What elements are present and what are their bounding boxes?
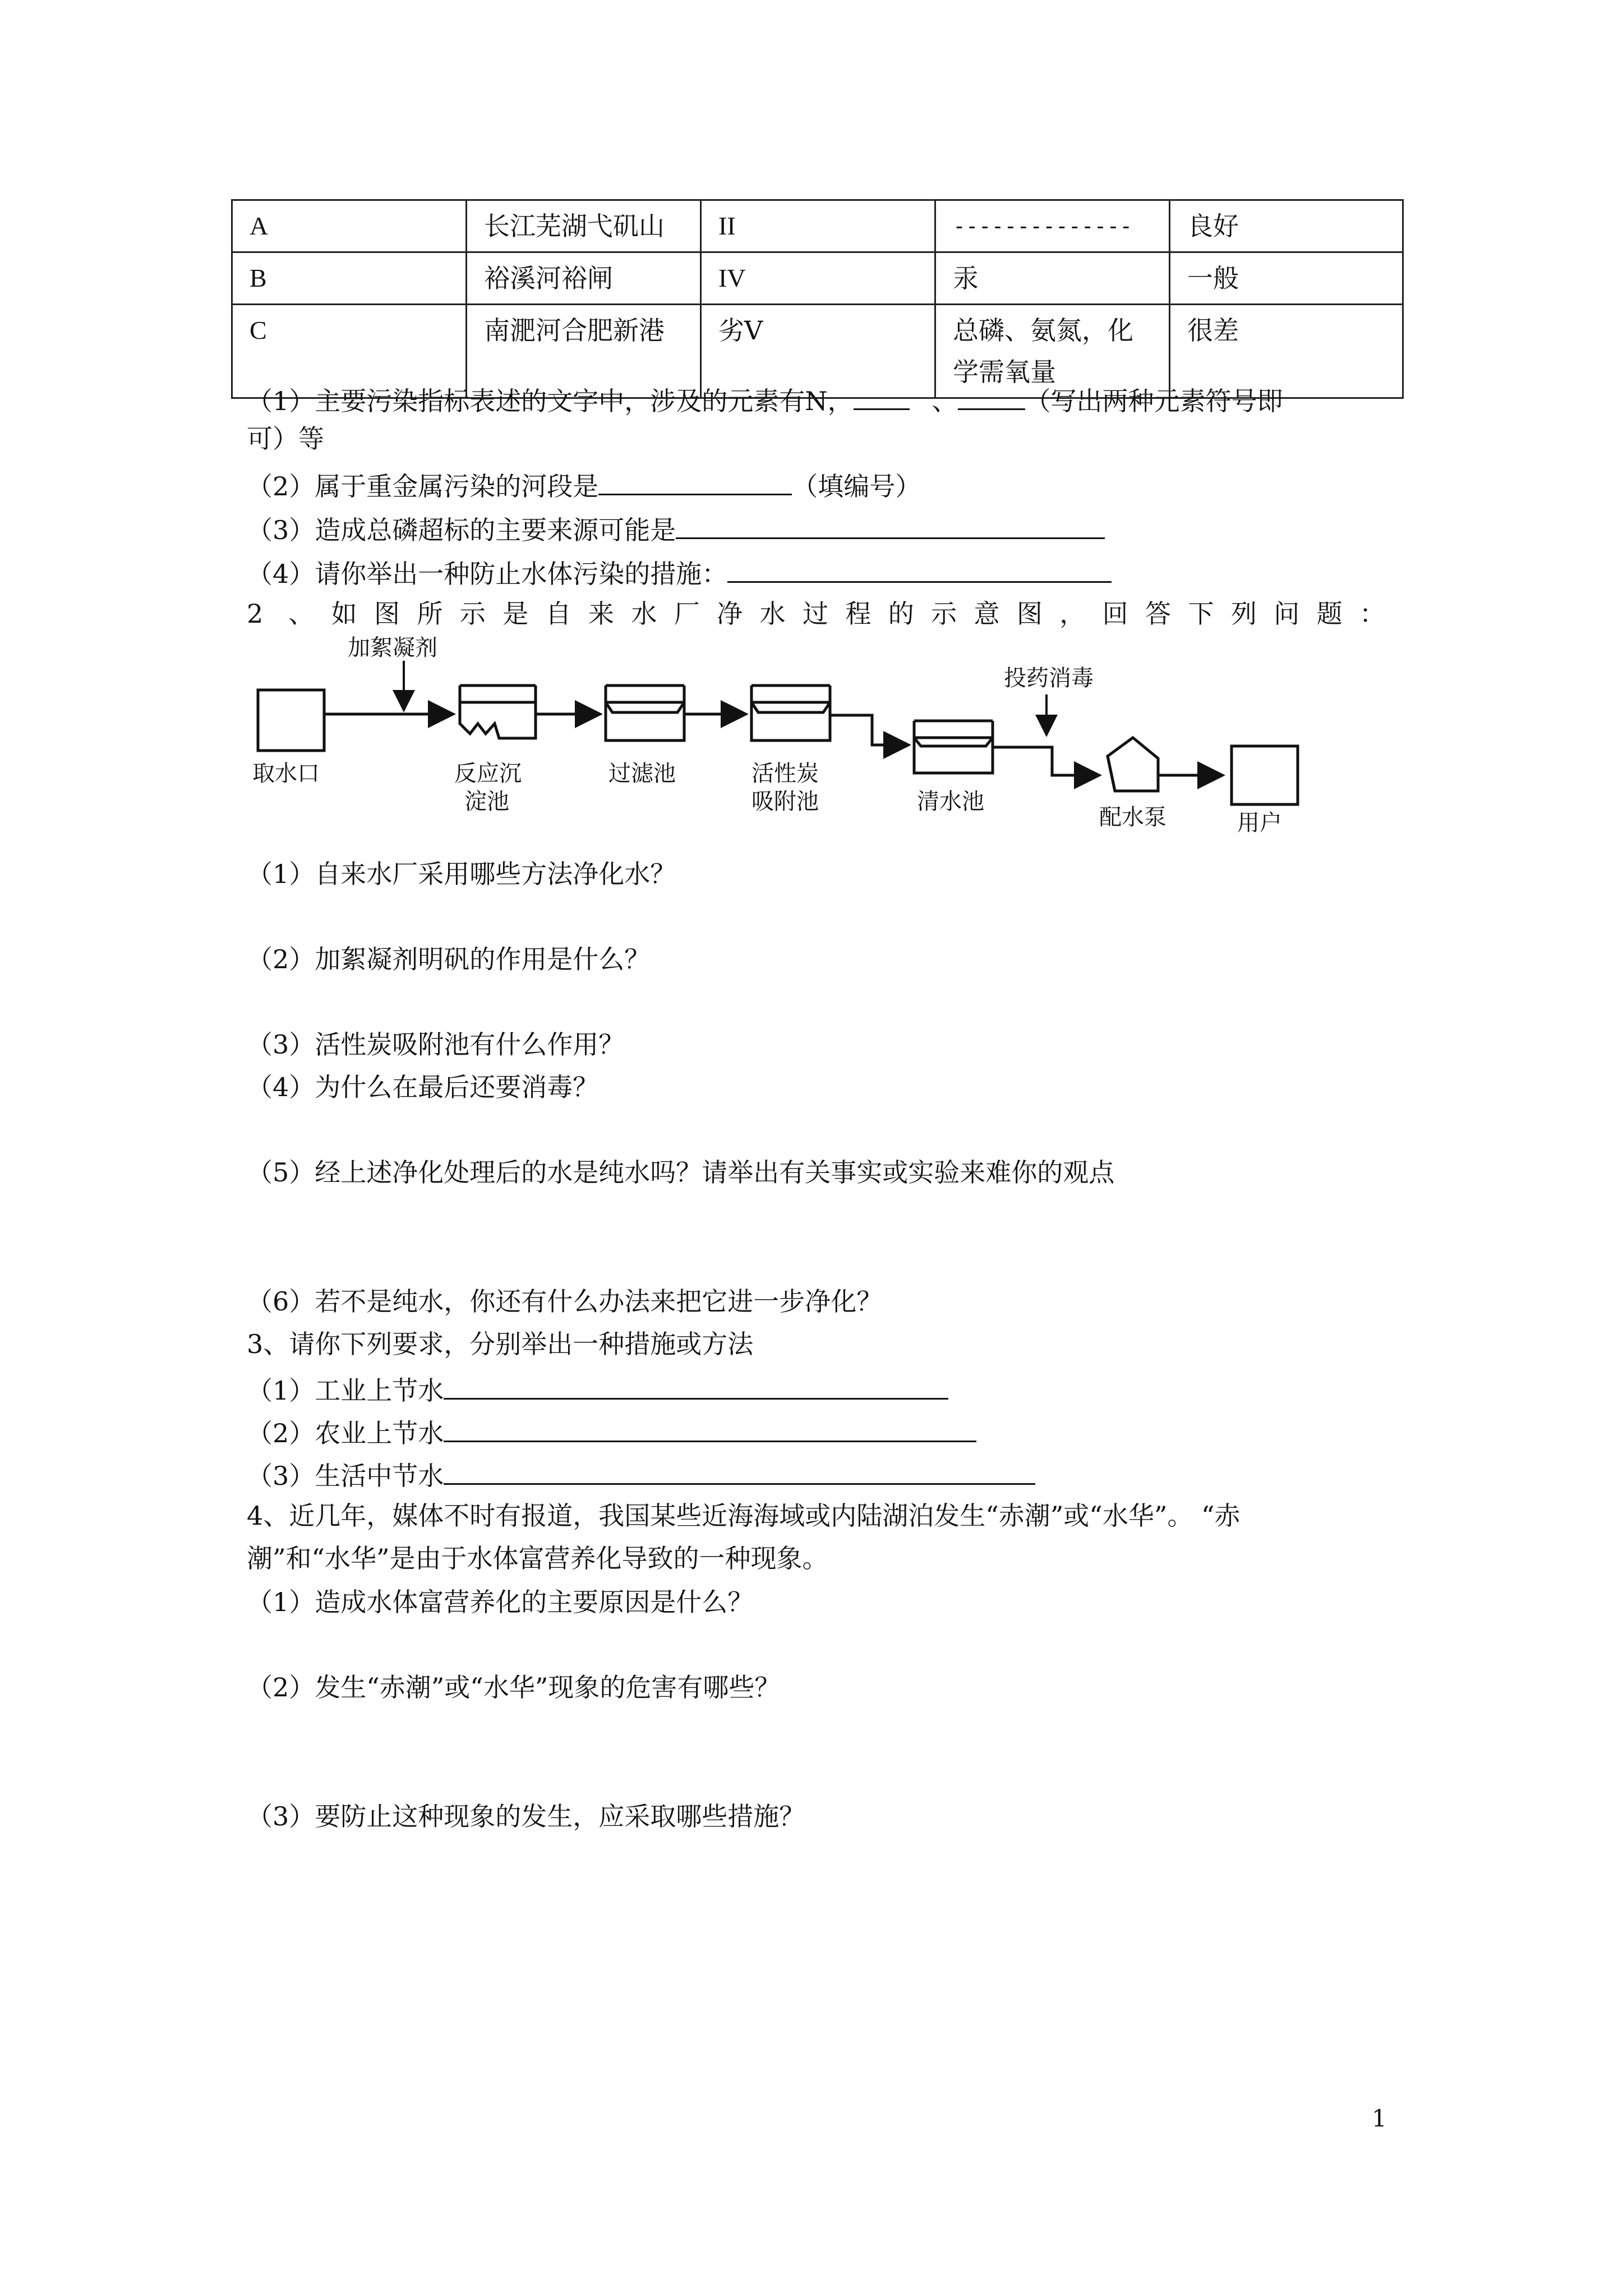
q1-sub1-cont: 可）等	[247, 424, 324, 454]
table-cell-quality: 一般	[1170, 252, 1403, 305]
label-clear: 清水池	[917, 789, 984, 815]
label-pump: 配水泵	[1099, 804, 1166, 830]
q3-stem: 3、请你下列要求，分别举出一种措施或方法	[247, 1329, 754, 1359]
blank-industry-saving[interactable]	[444, 1371, 948, 1400]
table-cell-location: 南淝河合肥新港	[467, 305, 701, 398]
q2-stem: 2 、如图所示是自来水厂净水过程的示意图，回答下列问题：	[247, 599, 1385, 629]
pump-icon	[1108, 738, 1158, 791]
label-disinfect: 投药消毒	[1004, 665, 1094, 691]
blank-river-section[interactable]	[598, 467, 792, 495]
q4-sub3: （3）要防止这种现象的发生，应采取哪些措施？	[247, 1801, 805, 1832]
table-cell-class: 劣V	[701, 305, 935, 398]
carbon-tank-icon	[751, 685, 830, 740]
q2-sub3: （3）活性炭吸附池有什么作用？	[247, 1029, 625, 1060]
intake-box	[258, 690, 324, 751]
q2-sub2: （2）加絮凝剂明矾的作用是什么？	[247, 944, 651, 974]
blank-phosphorus-source[interactable]	[676, 510, 1105, 539]
table-cell-quality: 很差	[1170, 305, 1403, 398]
label-filter: 过滤池	[608, 761, 676, 786]
blank-agriculture-saving[interactable]	[444, 1414, 976, 1442]
user-box	[1232, 746, 1298, 804]
q1-sub2-hint: （填编号）	[792, 471, 921, 501]
q1-sub3-text: （3）造成总磷超标的主要来源可能是	[247, 515, 676, 545]
q3-sub3-text: （3）生活中节水	[247, 1461, 444, 1491]
table-cell-location: 裕溪河裕闸	[467, 252, 701, 305]
filter-tank-icon	[606, 685, 684, 740]
table-row	[232, 200, 1403, 252]
q4-stem-line2: 潮”和“水华”是由于水体富营养化导致的一种现象。	[247, 1543, 828, 1573]
q1-sub4-line	[247, 554, 1112, 591]
q1-sub4-text: （4）请你举出一种防止水体污染的措施：	[247, 559, 728, 589]
table-cell-id: A	[232, 200, 467, 252]
table-cell-id: B	[232, 252, 467, 305]
table-cell-class: IV	[701, 252, 935, 305]
q3-sub2-line	[247, 1414, 976, 1450]
q3-sub1-line	[247, 1371, 948, 1407]
q1-sub1-line	[247, 381, 1283, 418]
q1-sub2-line	[247, 467, 921, 503]
label-intake: 取水口	[252, 761, 320, 786]
q1-sub2-text: （2）属于重金属污染的河段是	[247, 471, 599, 501]
flow-arrow-5	[993, 747, 1099, 775]
q3-sub2-text: （2）农业上节水	[247, 1418, 444, 1448]
blank-daily-saving[interactable]	[444, 1456, 1035, 1485]
water-treatment-diagram	[236, 634, 1391, 847]
q1-sub1-text: （1）主要污染指标表述的文字中，涉及的元素有N，	[247, 386, 854, 416]
q1-sub1-hint: （写出两种元素符号即	[1025, 386, 1283, 416]
label-sediment-1: 反应沉	[454, 761, 522, 786]
q2-sub6: （6）若不是纯水，你还有什么办法来把它进一步净化？	[247, 1286, 883, 1317]
sedimentation-tank-icon	[460, 685, 536, 738]
table-cell-quality: 良好	[1170, 200, 1403, 252]
flow-arrow-4	[830, 715, 909, 745]
blank-prevention-measure[interactable]	[727, 554, 1112, 583]
label-carbon-1: 活性炭	[751, 761, 819, 786]
table-cell-indicator: 总磷、氨氮，化学需氧量	[935, 305, 1170, 398]
table-cell-id: C	[232, 305, 467, 398]
page-number: 1	[1372, 2105, 1387, 2132]
label-carbon-2: 吸附池	[751, 789, 819, 815]
q4-stem-line1: 4、近几年，媒体不时有报道，我国某些近海海域或内陆湖泊发生“赤潮”或“水华”。 “赤	[247, 1501, 1241, 1531]
q1-sub3-line	[247, 510, 1105, 547]
q2-sub5: （5）经上述净化处理后的水是纯水吗？请举出有关事实或实验来难你的观点	[247, 1157, 1115, 1188]
table-cell-indicator: --------------	[935, 200, 1170, 252]
label-user: 用户	[1237, 810, 1282, 836]
q2-sub4: （4）为什么在最后还要消毒？	[247, 1072, 599, 1102]
blank-element-2[interactable]	[958, 381, 1025, 410]
label-sediment-2: 淀池	[464, 789, 509, 815]
pollution-table	[231, 199, 1404, 399]
blank-element-1[interactable]	[854, 381, 910, 410]
q3-sub1-text: （1）工业上节水	[247, 1375, 444, 1406]
q4-sub1: （1）造成水体富营养化的主要原因是什么？	[247, 1587, 754, 1617]
q2-sub1: （1）自来水厂采用哪些方法净化水？	[247, 859, 676, 889]
table-cell-indicator: 汞	[935, 252, 1170, 305]
q4-sub2: （2）发生“赤潮”或“水华”现象的危害有哪些？	[247, 1672, 781, 1703]
table-cell-location: 长江芜湖弋矶山	[467, 200, 701, 252]
q3-sub3-line	[247, 1456, 1035, 1493]
table-row	[232, 252, 1403, 305]
label-coagulant: 加絮凝剂	[348, 635, 437, 661]
q1-sub1-sep: 、	[932, 386, 958, 416]
clear-water-tank-icon	[914, 721, 993, 773]
table-cell-class: II	[701, 200, 935, 252]
